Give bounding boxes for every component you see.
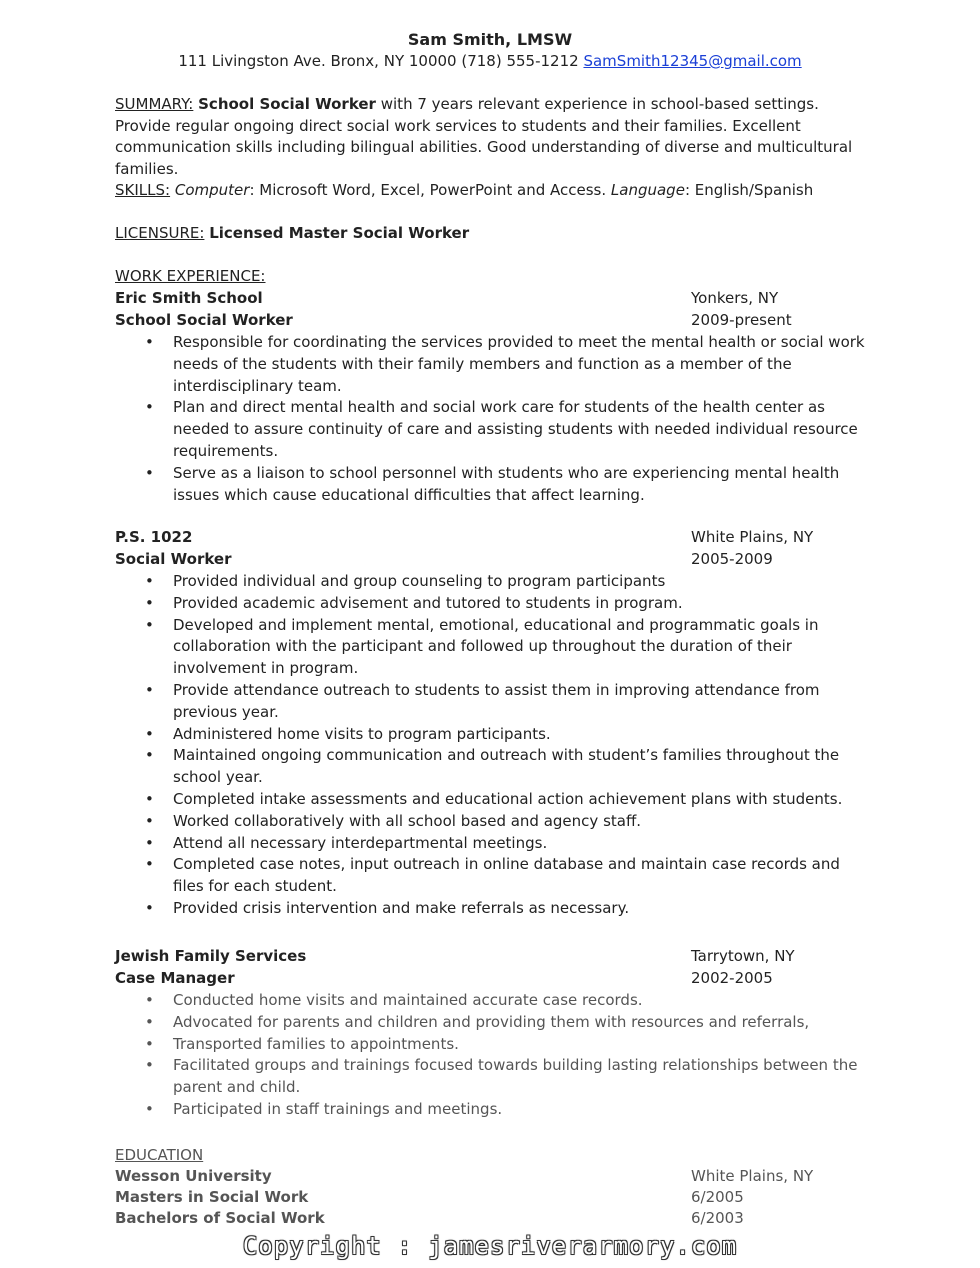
list-item: • Facilitated groups and trainings focused towards building lasting relationships between the parent and child. <box>115 1055 875 1099</box>
summary-text: with 7 years relevant experience in school-based settings. Provide regular ongoing direct social work services to students and their families. Excellent communication skills including bilingual abilities. Good understanding of diverse and multicultural families. <box>115 95 853 179</box>
education-school-row <box>115 1166 875 1187</box>
summary-section <box>115 94 875 181</box>
job-1-bullets <box>115 332 875 506</box>
job-1-title-row <box>115 310 875 331</box>
job-2-header <box>115 527 875 548</box>
job-employer: Jewish Family Services <box>115 947 307 965</box>
list-item: • Serve as a liaison to school personnel with students who are experiencing mental health issues which cause educational difficulties that affect learning. <box>115 463 875 507</box>
education-location: White Plains, NY <box>691 1167 814 1185</box>
education-degree-row <box>115 1187 875 1208</box>
job-employer: Eric Smith School <box>115 289 263 307</box>
job-title: Case Manager <box>115 969 235 987</box>
list-item: • Completed case notes, input outreach in online database and maintain case records and files for each student. <box>115 854 875 898</box>
skills-computer-label: Computer <box>174 181 250 199</box>
list-item: • Plan and direct mental health and social work care for students of the health center as needed to assure continuity of care and assisting students with needed individual resource requirements. <box>115 397 875 462</box>
education-degree: Bachelors of Social Work <box>115 1209 325 1227</box>
list-item: • Developed and implement mental, emotional, educational and programmatic goals in collaboration with the participant and followed up throughout the duration of their involvement in program. <box>115 615 875 680</box>
list-item: • Provided individual and group counseling to program participants <box>115 571 875 593</box>
education-heading-text: EDUCATION <box>115 1146 204 1164</box>
skills-language-label: Language <box>610 181 685 199</box>
job-1-header <box>115 288 875 309</box>
job-title: School Social Worker <box>115 311 293 329</box>
list-item: • Administered home visits to program participants. <box>115 724 875 746</box>
job-3-bullets <box>115 990 875 1121</box>
education-date: 6/2005 <box>691 1188 744 1206</box>
skills-section <box>115 180 875 202</box>
licensure-text: Licensed Master Social Worker <box>209 224 470 242</box>
job-location: White Plains, NY <box>691 528 814 546</box>
list-item: • Worked collaboratively with all school based and agency staff. <box>115 811 875 833</box>
licensure-section <box>115 223 875 245</box>
list-item: • Responsible for coordinating the services provided to meet the mental health or social work needs of the students with their family members and function as a member of the interdisciplinary team. <box>115 332 875 397</box>
skills-label: SKILLS: <box>115 181 171 199</box>
job-3-title-row <box>115 968 875 989</box>
skills-computer-text: : Microsoft Word, Excel, PowerPoint and Access. <box>249 181 607 199</box>
work-heading-text: WORK EXPERIENCE: <box>115 267 266 285</box>
skills-language-text: : English/Spanish <box>684 181 814 199</box>
job-2-bullets <box>115 571 875 920</box>
list-item: • Participated in staff trainings and meetings. <box>115 1099 875 1121</box>
list-item: • Provide attendance outreach to students to assist them in improving attendance from previous year. <box>115 680 875 724</box>
list-item: • Advocated for parents and children and providing them with resources and referrals, <box>115 1012 875 1034</box>
list-item: • Maintained ongoing communication and outreach with student’s families throughout the school year. <box>115 745 875 789</box>
job-location: Yonkers, NY <box>691 289 779 307</box>
education-date: 6/2003 <box>691 1209 744 1227</box>
job-2-title-row <box>115 549 875 570</box>
work-heading <box>115 266 875 288</box>
job-3-header <box>115 946 875 967</box>
address-phone: 111 Livingston Ave. Bronx, NY 10000 (718) 555-1212 <box>178 52 579 70</box>
list-item: • Provided crisis intervention and make referrals as necessary. <box>115 898 875 920</box>
list-item: • Completed intake assessments and educational action achievement plans with students. <box>115 789 875 811</box>
job-dates: 2002-2005 <box>691 969 773 987</box>
job-dates: 2009-present <box>691 311 792 329</box>
job-location: Tarrytown, NY <box>691 947 795 965</box>
education-degree-row <box>115 1208 875 1229</box>
copyright-watermark: Copyright : jamesriverarmory.com <box>242 1232 738 1260</box>
summary-label: SUMMARY: <box>115 95 194 113</box>
summary-title: School Social Worker <box>198 95 376 113</box>
email-link[interactable]: SamSmith12345@gmail.com <box>583 52 802 70</box>
list-item: • Attend all necessary interdepartmental meetings. <box>115 833 875 855</box>
education-heading <box>115 1145 875 1167</box>
job-employer: P.S. 1022 <box>115 528 193 546</box>
licensure-label: LICENSURE: <box>115 224 205 242</box>
job-title: Social Worker <box>115 550 232 568</box>
list-item: • Transported families to appointments. <box>115 1034 875 1056</box>
education-degree: Masters in Social Work <box>115 1188 309 1206</box>
list-item: • Conducted home visits and maintained accurate case records. <box>115 990 875 1012</box>
list-item: • Provided academic advisement and tutored to students in program. <box>115 593 875 615</box>
education-school: Wesson University <box>115 1167 272 1185</box>
resume-name: Sam Smith, LMSW <box>407 30 573 49</box>
job-dates: 2005-2009 <box>691 550 773 568</box>
contact-line <box>0 52 980 70</box>
